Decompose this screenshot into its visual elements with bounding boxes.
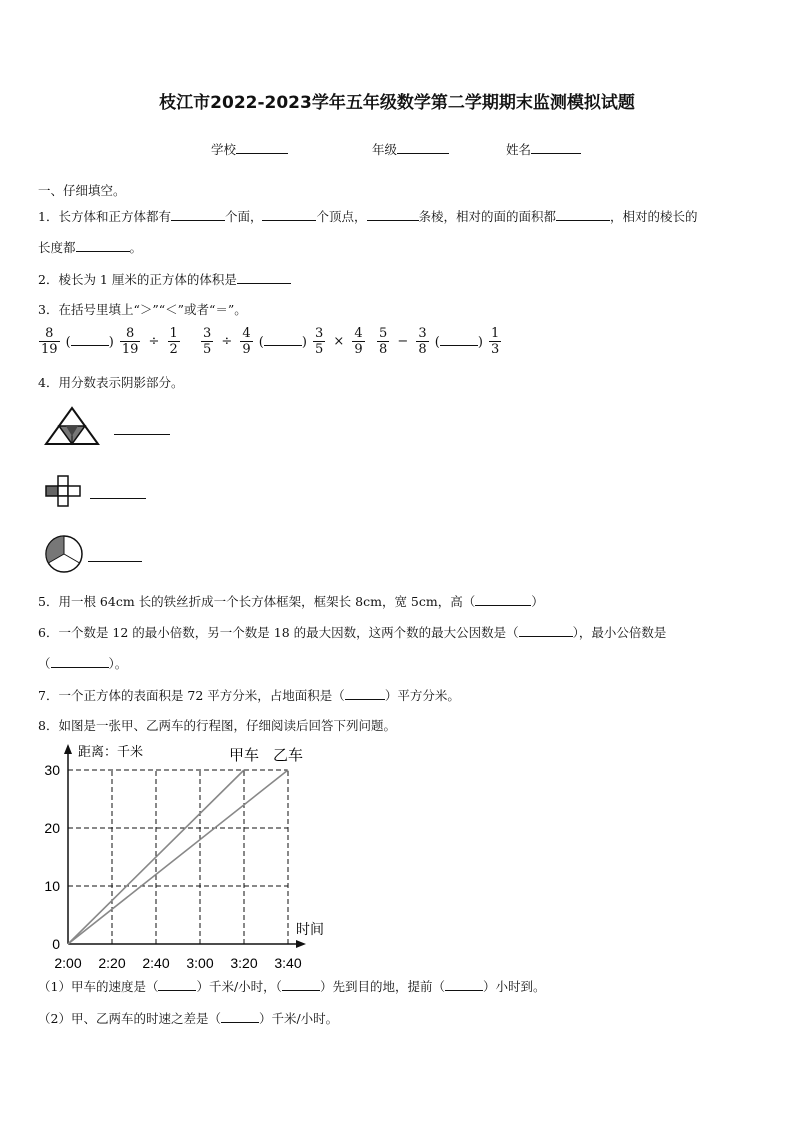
- q8-2-text-a: （2）甲、乙两车的时速之差是（: [38, 1011, 221, 1026]
- question-8: 8．如图是一张甲、乙两车的行程图，仔细阅读后回答下列问题。: [38, 718, 396, 733]
- q1-blank-3[interactable]: [367, 207, 419, 221]
- q1-blank-5[interactable]: [76, 238, 130, 252]
- shaded-circle-figure: [42, 534, 86, 574]
- series-label-2: 乙车: [272, 746, 304, 764]
- q8-1-blank-1[interactable]: [158, 977, 196, 991]
- travel-chart: [30, 740, 350, 976]
- operator: ÷: [221, 334, 233, 349]
- q6-text-b: ），最小公倍数是: [572, 625, 667, 640]
- q8-1-blank-2[interactable]: [282, 977, 320, 991]
- series-line-2: [68, 770, 288, 944]
- q7-blank[interactable]: [345, 686, 385, 700]
- q8-1-text-b: ）千米/小时，（: [196, 979, 282, 994]
- q3-answer-2[interactable]: ( ): [258, 335, 307, 350]
- name-label: 姓名: [506, 142, 532, 157]
- fraction: $\frac{5}{8}$: [379, 326, 388, 357]
- q8-1-text-c: ）先到目的地，提前（: [319, 979, 445, 994]
- y-tick-label: 30: [44, 762, 60, 778]
- q8-2-text-b: ）千米/小时。: [258, 1011, 339, 1026]
- x-tick-label: 2:20: [98, 955, 126, 971]
- q8-2-blank[interactable]: [221, 1009, 259, 1023]
- question-8-1: [38, 977, 545, 996]
- shaded-cross-figure: [44, 474, 88, 508]
- question-8-2: [38, 1009, 338, 1028]
- q2-blank[interactable]: [237, 270, 291, 284]
- question-2: [38, 270, 291, 289]
- question-7: [38, 686, 460, 705]
- q4-answer-blank-3[interactable]: [88, 561, 142, 562]
- q1-blank-4[interactable]: [556, 207, 610, 221]
- q6-text-a: 6．一个数是 12 的最小倍数，另一个数是 18 的最大因数，这两个数的最大公因数是（: [38, 625, 519, 640]
- q6-blank-1[interactable]: [519, 623, 573, 637]
- question-6: [38, 623, 666, 642]
- name-blank[interactable]: [531, 140, 581, 154]
- fraction: $\frac{8}{19}$: [41, 326, 58, 357]
- q7-text-b: ）平方分米。: [384, 688, 460, 703]
- q4-answer-blank-1[interactable]: [114, 434, 170, 435]
- question-4: 4．用分数表示阴影部分。: [38, 375, 184, 390]
- q2-text: 2．棱长为 1 厘米的正方体的体积是: [38, 272, 237, 287]
- y-tick-label: 20: [44, 820, 60, 836]
- fraction: $\frac{1}{3}$: [491, 326, 500, 357]
- y-tick-label: 0: [52, 936, 60, 952]
- q5-text-a: 5．用一根 64cm 长的铁丝折成一个长方体框架，框架长 8cm，宽 5cm，高（: [38, 594, 476, 609]
- q3-expression-1: [38, 326, 181, 357]
- fraction: $\frac{3}{5}$: [203, 326, 212, 357]
- grade-blank[interactable]: [397, 140, 449, 154]
- x-tick-label: 2:40: [142, 955, 170, 971]
- question-1: [38, 207, 698, 226]
- y-axis-label: 距离：千米: [78, 745, 144, 760]
- q3-answer-3[interactable]: ( ): [434, 335, 483, 350]
- school-label: 学校: [211, 142, 237, 157]
- school-blank[interactable]: [236, 140, 288, 154]
- series-label-1: 甲车: [228, 746, 260, 764]
- q3-expression-2: [200, 326, 366, 357]
- q8-1-blank-3[interactable]: [445, 977, 483, 991]
- fraction: $\frac{3}{8}$: [418, 326, 427, 357]
- question-1-cont: [38, 238, 142, 257]
- q1-text-d: 条棱，相对的面的面积都: [418, 209, 557, 224]
- x-tick-label: 3:00: [186, 955, 214, 971]
- question-5: [38, 592, 544, 611]
- fraction: $\frac{1}{2}$: [169, 326, 178, 357]
- fraction: $\frac{4}{9}$: [354, 326, 363, 357]
- operator: ×: [333, 334, 345, 349]
- x-tick-label: 3:40: [274, 955, 302, 971]
- question-3: 3．在括号里填上“＞”“＜”或者“＝”。: [38, 302, 247, 317]
- q1-text-a: 1．长方体和正方体都有: [38, 209, 171, 224]
- grade-label: 年级: [372, 142, 398, 157]
- q1-text-c: 个顶点，: [316, 209, 367, 224]
- shaded-triangle-figure: [44, 406, 100, 446]
- page-title: 枝江市2022-2023学年五年级数学第二学期期末监测模拟试题: [159, 93, 635, 113]
- q1-blank-2[interactable]: [262, 207, 316, 221]
- name-field[interactable]: [506, 140, 581, 159]
- q8-1-text-d: ）小时到。: [482, 979, 546, 994]
- section-heading: 一、仔细填空。: [38, 183, 126, 198]
- q1-text-b: 个面，: [224, 209, 263, 224]
- q6-text-c: （: [38, 656, 51, 671]
- q6-blank-2[interactable]: [51, 654, 109, 668]
- fraction: $\frac{4}{9}$: [242, 326, 251, 357]
- y-axis-arrow: [64, 744, 72, 754]
- x-axis-arrow: [296, 940, 306, 948]
- q6-text-d: ）。: [108, 656, 128, 671]
- y-tick-label: 10: [44, 878, 60, 894]
- q8-1-text-a: （1）甲车的速度是（: [38, 979, 159, 994]
- operator: ÷: [148, 334, 160, 349]
- q3-expression-3: [376, 326, 502, 357]
- q1-text-g: 。: [129, 240, 143, 255]
- x-tick-label: 2:00: [54, 955, 82, 971]
- fraction: $\frac{8}{19}$: [121, 326, 139, 357]
- q1-text-e: ，相对的棱长的: [610, 209, 698, 224]
- operator: −: [397, 334, 409, 349]
- q1-text-f: 长度都: [38, 240, 76, 255]
- x-tick-label: 3:20: [230, 955, 258, 971]
- q5-text-b: ）: [531, 594, 544, 609]
- fraction: $\frac{3}{5}$: [315, 326, 324, 357]
- q7-text-a: 7．一个正方体的表面积是 72 平方分米，占地面积是（: [38, 688, 345, 703]
- x-axis-label: 时间: [296, 922, 324, 938]
- question-6-cont: [38, 654, 127, 673]
- school-field[interactable]: [211, 140, 288, 159]
- q5-blank[interactable]: [475, 592, 531, 606]
- q4-answer-blank-2[interactable]: [90, 498, 146, 499]
- grade-field[interactable]: [372, 140, 449, 159]
- q1-blank-1[interactable]: [171, 207, 225, 221]
- q3-answer-1[interactable]: ( ): [65, 335, 114, 350]
